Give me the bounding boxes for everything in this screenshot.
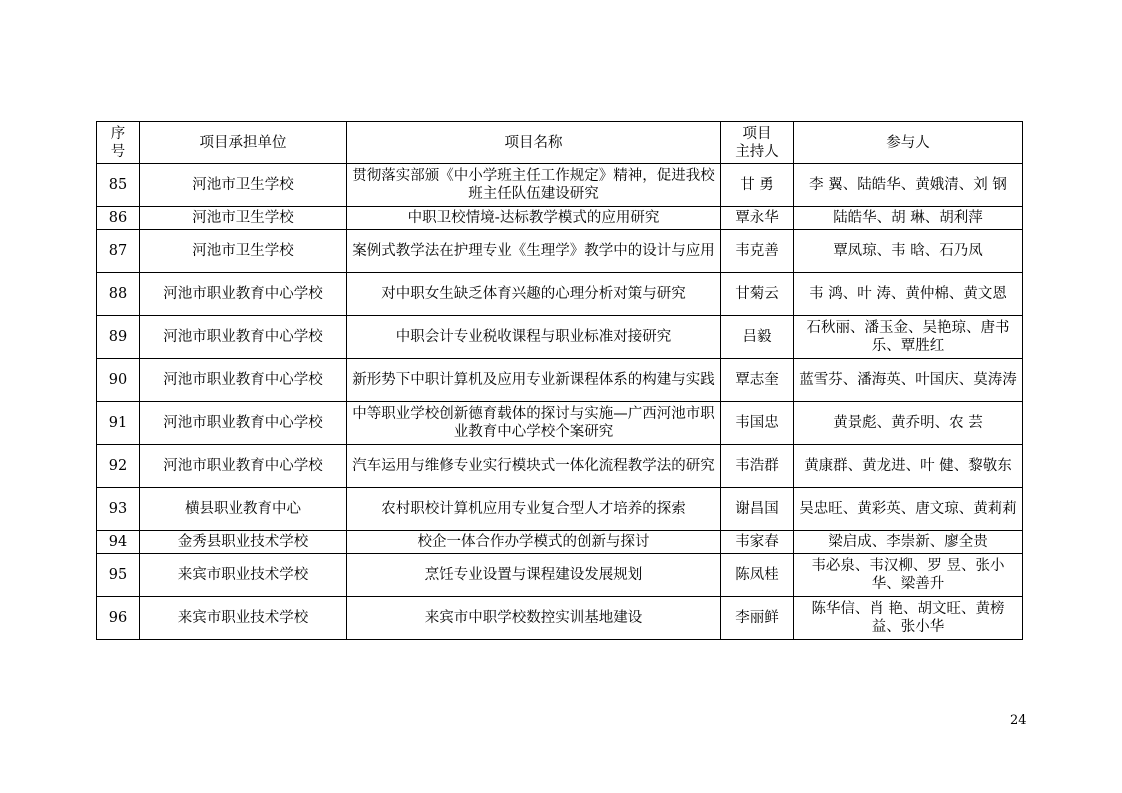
cell-unit: 河池市职业教育中心学校 — [140, 445, 347, 488]
cell-host: 甘菊云 — [721, 273, 794, 316]
table-row — [97, 207, 1023, 230]
cell-unit: 河池市卫生学校 — [140, 164, 347, 207]
table-row — [97, 164, 1023, 207]
cell-members: 梁启成、李崇新、廖全贵 — [794, 531, 1023, 554]
cell-members: 覃凤琼、韦 晗、石乃凤 — [794, 230, 1023, 273]
cell-name: 案例式教学法在护理专业《生理学》教学中的设计与应用 — [347, 230, 721, 273]
cell-seq: 88 — [97, 273, 140, 316]
cell-host: 韦浩群 — [721, 445, 794, 488]
cell-members: 李 翼、陆皓华、黄娥清、刘 钢 — [794, 164, 1023, 207]
cell-members: 石秋丽、潘玉金、吴艳琼、唐书乐、覃胜红 — [794, 316, 1023, 359]
cell-name: 中职会计专业税收课程与职业标准对接研究 — [347, 316, 721, 359]
cell-members: 陆皓华、胡 琳、胡利萍 — [794, 207, 1023, 230]
cell-host: 甘 勇 — [721, 164, 794, 207]
page-number: 24 — [1010, 713, 1027, 728]
table-row — [97, 273, 1023, 316]
cell-host: 李丽鲜 — [721, 597, 794, 640]
cell-members: 蓝雪芬、潘海英、叶国庆、莫涛涛 — [794, 359, 1023, 402]
cell-name: 中职卫校情境-达标教学模式的应用研究 — [347, 207, 721, 230]
cell-host: 陈凤桂 — [721, 554, 794, 597]
cell-members: 黄景彪、黄乔明、农 芸 — [794, 402, 1023, 445]
cell-host: 韦国忠 — [721, 402, 794, 445]
cell-unit: 来宾市职业技术学校 — [140, 597, 347, 640]
cell-unit: 河池市职业教育中心学校 — [140, 273, 347, 316]
cell-name: 农村职校计算机应用专业复合型人才培养的探索 — [347, 488, 721, 531]
table-header-row — [97, 122, 1023, 164]
cell-members: 韦 鸿、叶 涛、黄仲棉、黄文恩 — [794, 273, 1023, 316]
cell-seq: 87 — [97, 230, 140, 273]
cell-unit: 河池市卫生学校 — [140, 230, 347, 273]
cell-unit: 金秀县职业技术学校 — [140, 531, 347, 554]
table-row — [97, 531, 1023, 554]
table-row — [97, 359, 1023, 402]
table-row — [97, 445, 1023, 488]
cell-name: 烹饪专业设置与课程建设发展规划 — [347, 554, 721, 597]
cell-seq: 96 — [97, 597, 140, 640]
cell-unit: 河池市职业教育中心学校 — [140, 316, 347, 359]
table-row — [97, 488, 1023, 531]
table-row — [97, 316, 1023, 359]
cell-host: 谢昌国 — [721, 488, 794, 531]
cell-members: 黄康群、黄龙进、叶 健、黎敬东 — [794, 445, 1023, 488]
table-row — [97, 402, 1023, 445]
cell-name: 汽车运用与维修专业实行模块式一体化流程教学法的研究 — [347, 445, 721, 488]
cell-name: 对中职女生缺乏体育兴趣的心理分析对策与研究 — [347, 273, 721, 316]
cell-host: 吕毅 — [721, 316, 794, 359]
cell-host: 韦克善 — [721, 230, 794, 273]
table-row — [97, 597, 1023, 640]
table-row — [97, 554, 1023, 597]
cell-host: 覃永华 — [721, 207, 794, 230]
project-table — [96, 121, 1023, 640]
cell-seq: 95 — [97, 554, 140, 597]
cell-host: 覃志奎 — [721, 359, 794, 402]
cell-seq: 93 — [97, 488, 140, 531]
cell-name: 新形势下中职计算机及应用专业新课程体系的构建与实践 — [347, 359, 721, 402]
cell-members: 吴忠旺、黄彩英、唐文琼、黄莉莉 — [794, 488, 1023, 531]
cell-unit: 河池市卫生学校 — [140, 207, 347, 230]
header-name: 项目名称 — [347, 122, 721, 164]
cell-members: 韦必泉、韦汉柳、罗 昱、张小华、梁善升 — [794, 554, 1023, 597]
header-unit: 项目承担单位 — [140, 122, 347, 164]
cell-seq: 94 — [97, 531, 140, 554]
cell-members: 陈华信、肖 艳、胡文旺、黄榜益、张小华 — [794, 597, 1023, 640]
cell-name: 贯彻落实部颁《中小学班主任工作规定》精神，促进我校班主任队伍建设研究 — [347, 164, 721, 207]
cell-name: 校企一体合作办学模式的创新与探讨 — [347, 531, 721, 554]
cell-seq: 91 — [97, 402, 140, 445]
cell-host: 韦家春 — [721, 531, 794, 554]
header-members: 参与人 — [794, 122, 1023, 164]
cell-unit: 横县职业教育中心 — [140, 488, 347, 531]
cell-seq: 90 — [97, 359, 140, 402]
cell-seq: 92 — [97, 445, 140, 488]
cell-name: 中等职业学校创新德育载体的探讨与实施—广西河池市职业教育中心学校个案研究 — [347, 402, 721, 445]
cell-unit: 河池市职业教育中心学校 — [140, 359, 347, 402]
table-row — [97, 230, 1023, 273]
cell-seq: 85 — [97, 164, 140, 207]
cell-unit: 河池市职业教育中心学校 — [140, 402, 347, 445]
header-host: 项目 主持人 — [721, 122, 794, 164]
cell-name: 来宾市中职学校数控实训基地建设 — [347, 597, 721, 640]
header-seq: 序 号 — [97, 122, 140, 164]
cell-seq: 86 — [97, 207, 140, 230]
cell-seq: 89 — [97, 316, 140, 359]
cell-unit: 来宾市职业技术学校 — [140, 554, 347, 597]
